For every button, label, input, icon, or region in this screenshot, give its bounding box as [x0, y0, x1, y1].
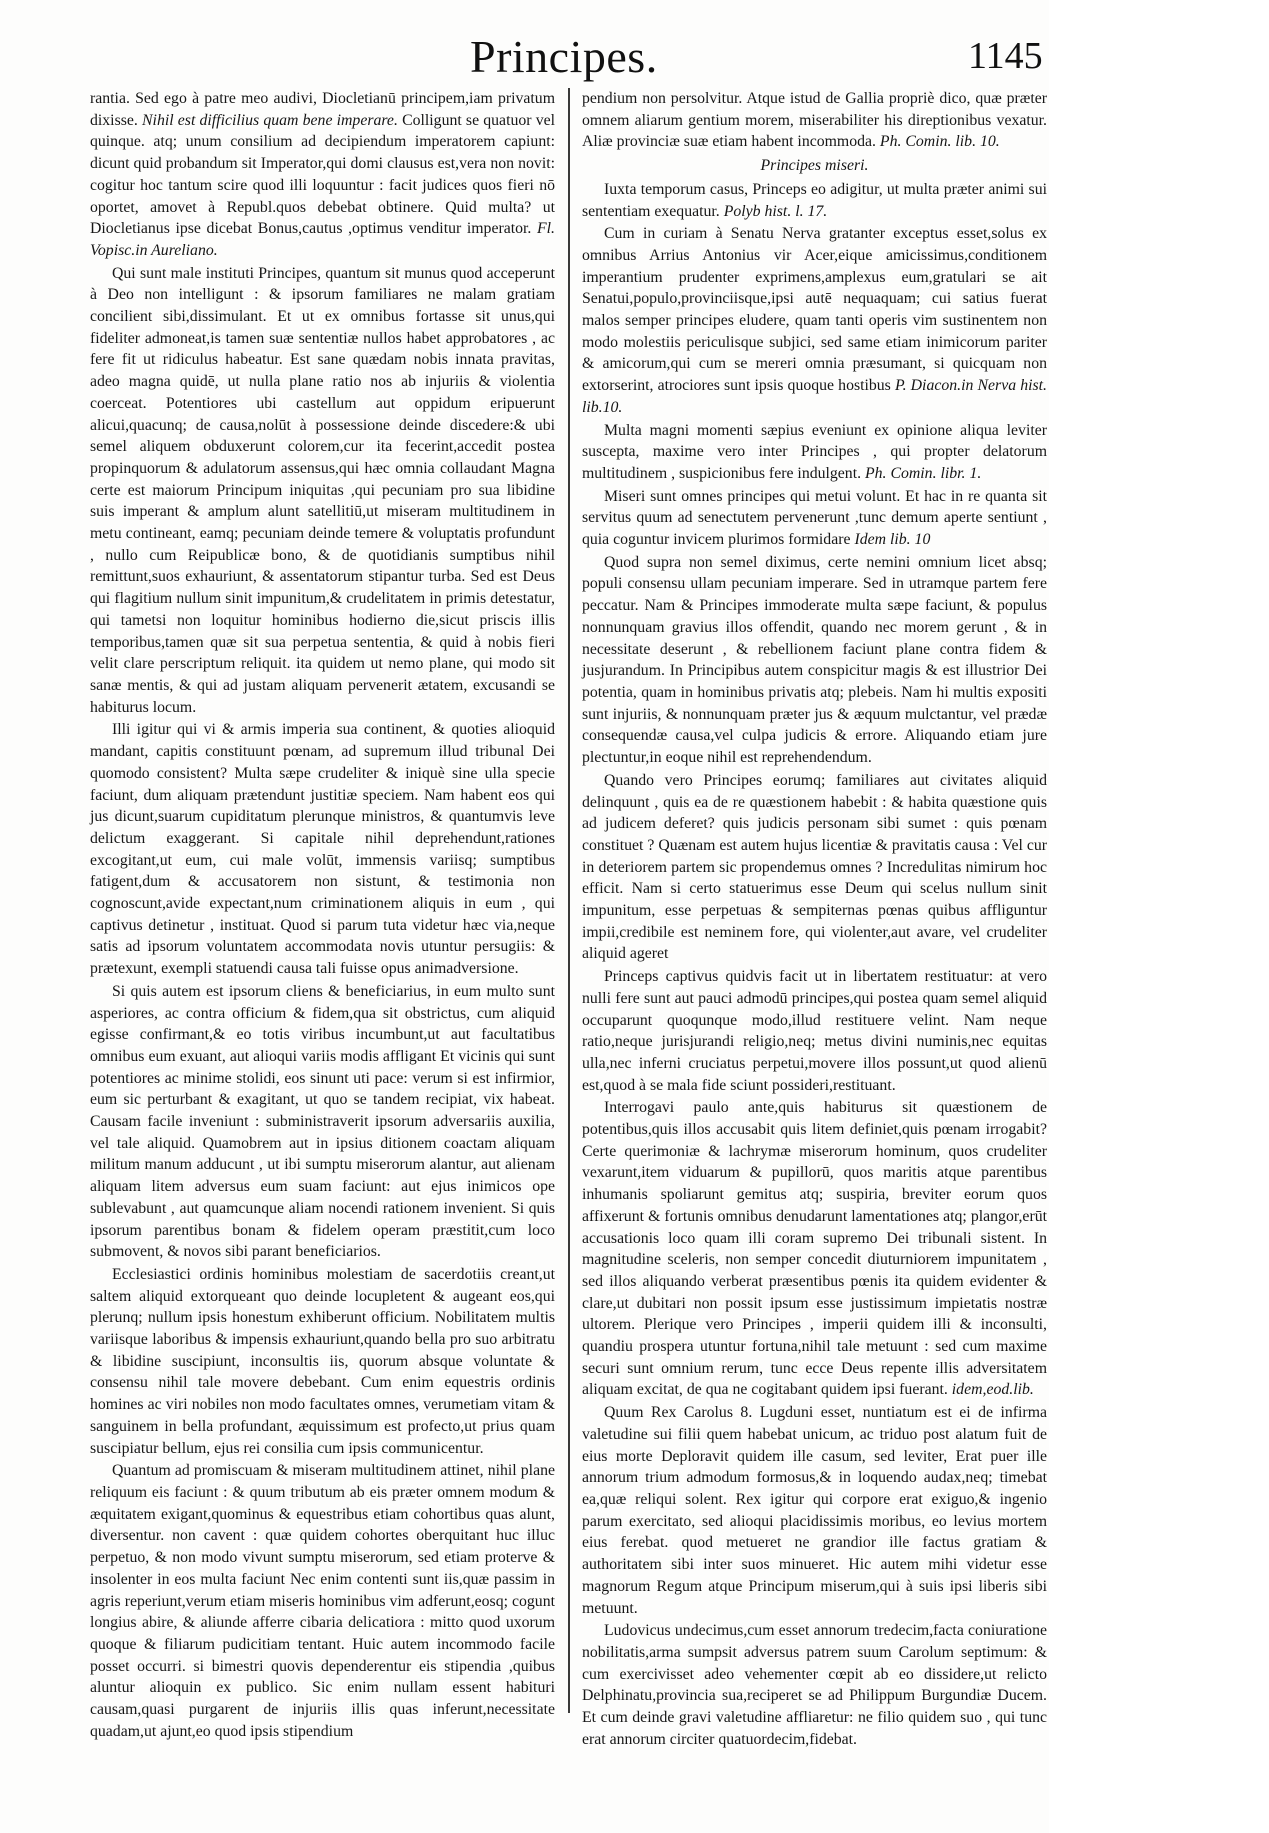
paragraph: Qui sunt male instituti Principes, quantum sit munus quod acceperunt à Deo non intelligunt : & ipsorum familiares ne malam gratiam concilient sibi,dissimulant. Et ut ex omnibus fortasse sit unus,qui fideliter admoneat,is tamen suæ sententiæ nullos habet approbatores , ac fere fit ut ridiculus habeatur. Est sane quædam nobis innata pravitas, adeo magna quidē, ut nulla plane ratio nos ab injuriis & violentia coerceat. Potentiores ubi castellum aut oppidum eripuerunt alicui,quacunq; de causa,nolūt à possessione deinde discedere:& ubi semel aliquem obduxerunt colorem,cur ita fecerint,accedit postea propinquorum & adulatorum assensus,qui hæc omnia collaudant Magna certe est maiorum Principum iniquitas ,qui pecuniam pro sua libidine suis imperant & amplum alunt satellitiū,ut miseram multitudinem in metu contineant, eamq; pecuniam deinde temere & voluptatis profundunt , nullo cum Reipublicæ bono, & de quotidianis sumptibus nihil remittunt,suos exhauriunt, & assentatorum stipantur turba. Sed est Deus qui flagitium nullum sinit impunitum,& crudelitatem in primis detestatur, qui tametsi non loquitur hominibus hodierno die,sicut priscis illis temporibus,tamen quæ sit sua perpetua sententia, & quid à nobis fieri velit clare perscriptum reliquit. ita quidem ut nemo plane, qui modo sit sanæ mentis, & qui ad justam aliquam pervenerit ætatem, excusandi se habiturus locum. [90, 264, 555, 716]
paragraph: Quando vero Principes eorumq; familiares aut civitates aliquid delinquunt , quis ea de re quæstionem habebit : & habita quæstione quis ad judicem deferet? quis judicis personam sibi sumet : quis pœnam constituet ? Quænam est autem hujus licentiæ & pravitatis causa : Vel cur in deteriorem partem sic propendemus omnes ? Incredulitas nimirum hoc efficit. Nam si certo statuerimus esse Deum qui scelus nullum sinit impunitum, esse perpetuas & sempiternas pœnas quibus affliguntur impii,credibile est neminem fore, qui violenter,aut avare, vel crudeliter aliquid ageret [582, 771, 1047, 963]
paragraph: Quantum ad promiscuam & miseram multitudinem attinet, nihil plane reliquum eis faciunt : & quum tributum ab eis præter omnem modum & æquitatem exigant,quominus & equestribus etiam cohortibus quas alunt, diversentur. non cavent : quæ quidem cohortes oberquitant huc illuc perpetuo, & non modo vivunt sumptu miserorum, sed etiam proterve & insolenter in eos multa faciunt Nec enim contenti sunt iis,quæ passim in agris reperiunt,verum etiam miseris hominibus vim adferunt,eosq; cogunt longius abire, & aliunde afferre cibaria delicatiora : mitto quod uxorum quoque & filiarum pudicitiam tentant. Huic autem incommodo facile posset occurri. si bimestri quovis dependerentur eis stipendia ,quibus aluntur alioquin ex publico. Sic enim nullam essent habituri causam,quasi purgarent de injuriis illis quas inferunt,necessitate quadam,ut ajunt,eo quod ipsis stipendium [90, 1462, 555, 1740]
paragraph: Cum in curiam à Senatu Nerva gratanter exceptus esset,solus ex omnibus Arrius Antonius vir Acer,eique amicissimus,conditionem imperantium prudenter exprimens,amplexus eum,gratulari se ait Senatui,populo,provinciisque,ipsi autē nequaquam; cui satius fuerat malos semper principes eludere, quam tanti operis vim sustinentem non modo molestiis periculisque subjici, sed same etiam inimicorum pariter & amicorum,qui cum se mereri omnia præsumant, si quicquam non extorserint, atrociores sunt ipsis quoque hostibus P. Diacon.in Nerva hist. lib.10. [582, 225, 1047, 416]
left-column [90, 88, 555, 1743]
citation: idem,eod.lib. [951, 1381, 1034, 1399]
paragraph: pendium non persolvitur. Atque istud de Gallia propriè dico, quæ præter omnem aliarum gentium morem, miserabiliter his direptionibus vexatur. Aliæ provinciæ suæ etiam habent incommoda. Ph. Comin. lib. 10. [582, 90, 1047, 151]
citation: Fl. Vopisc.in Aureliano. [90, 220, 555, 259]
paragraph: Miseri sunt omnes principes qui metui volunt. Et hac in re quanta sit servitus quum ad senectutem pervenerunt ,tunc demum aperte sentiunt , quia coguntur invicem plurimos formidare Idem lib. 10 [582, 487, 1047, 549]
paragraph: Quod supra non semel diximus, certe nemini omnium licet absq; populi consensu ullam pecuniam imperare. Sed in utramque partem fere peccatur. Nam & Principes immoderate multa sæpe faciunt, & populus nonnunquam gravius illos offendit, quando nec morem gerunt , & in necessitate deserunt , & rebellionem faciunt plane contra fidem & jusjurandum. In Principibus autem conspicitur magis & est illustrior Dei potentia, quam in hominibus privatis atq; plebeis. Nam hi multis expositi sunt injuriis, & nonnunquam præter jus & æquum mulctantur, vel prædæ consequendæ causa,vel culpa judicis & errore. Aliquando etiam jure plectuntur,in eoque nihil est reprehendendum. [582, 553, 1047, 767]
right-column [582, 88, 1047, 1751]
page-margin [1049, 0, 1269, 1833]
section-rubric: Principes miseri. [760, 157, 869, 175]
citation: Ph. Comin. lib. 10. [879, 133, 1000, 151]
paragraph: Multa magni momenti sæpius eveniunt ex opinione aliqua leviter suscepta, maxime vero inter Principes , qui propter delatorum multitudinem , suspicionibus fere indulgent. Ph. Comin. libr. 1. [582, 421, 1047, 482]
page-number: 1145 [968, 35, 1043, 77]
citation: Nihil est difficilius quam bene imperare. [142, 111, 398, 129]
paragraph: rantia. Sed ego à patre meo audivi, Diocletianū principem,iam privatum dixisse. Nihil est difficilius quam bene imperare. Colligunt se quatuor vel quinque. atq; unum consilium ad decipiendum imperatorem capiunt: dicunt quid probandum sit Imperator,qui domi clausus est,vera non novit: cogitur hoc tantum scire quod illi loquuntur : facit judices quos fieri nō oportet, amovet à Republ.quos debebat obtinere. Quid multa? ut Diocletianus ipse dicebat Bonus,cautus ,optimus venditur imperator. Fl. Vopisc.in Aureliano. [90, 90, 555, 259]
paragraph: Interrogavi paulo ante,quis habiturus sit quæstionem de potentibus,quis illos accusabit quis litem definiet,quis pœnam irrogabit? Certe querimoniæ & lachrymæ miserorum hominum, quos crudeliter vexarunt,item viduarum & pupillorū, quos maritis atque parentibus inhumanis spoliarunt gemitus atq; suspiria, breviter eorum quos affixerunt & fortunis omnibus denudarunt lamentationes atq; plangor,erūt accusationis loco quam illi coram supremo Dei tribunali sistent. In magnitudine sceleris, non semper concedit diuturniorem impunitatem , sed illos aliquando verberat præsentibus pœnis ita quidem evidenter & clare,ut dubitari non possit ipsum esse justissimum impietatis nostræ ultorem. Plerique vero Principes , imperii quidem illi & inconsulti, quandiu prospera utuntur fortuna,nihil tale metuunt : sed cum maxime securi sunt omnium rerum, tunc ecce Deus repente illis adversitatem aliquam excitat, de qua ne cogitabant quidem ipsi fuerant. idem,eod.lib. [582, 1099, 1047, 1399]
paragraph: Si quis autem est ipsorum cliens & beneficiarius, in eum multo sunt asperiores, ac contra officium & fidem,qua sit obstrictus, cum aliquid egisse confirmant,& eo totis viribus incumbunt,ut aut facultatibus omnibus eum exuant, aut alioqui variis modis affligant Et vicinis qui sunt potentiores ac minime stolidi, eos sinunt uti pace: verum si est infirmior, eum sic perturbant & exagitant, ut quo se tandem recipiat, vix habeat. Causam facile inveniunt : subministraverit ipsorum adversariis auxilia, vel tale aliquid. Quamobrem aut in ipsius ditionem coactam aliquam militum manum adducunt , ut ibi sumptu miserorum alantur, aut alienam aliquam litem adversus eum suam faciunt: aut ejus inimicos ope sublevabunt , aut quamcunque aliam nocendi rationem invenient. Si quis ipsorum parentibus bonam & fidelem operam præstitit,cum loco submovent, & novos sibi parant beneficiarios. [90, 982, 555, 1261]
paragraph: Illi igitur qui vi & armis imperia sua continent, & quoties alioquid mandant, capitis constituunt pœnam, ad supremum illud tribunal Dei quomodo consistent? Multa sæpe crudeliter & iniquè sine ulla specie faciunt, dum aliquam prætendunt justitiæ speciem. Nam habent eos qui jus dicunt,suarum cupiditatum plerunque ministros, & quantumvis leve delictum exaggerant. Si capitale nihil deprehendunt,rationes excogitant,ut eum, cui male volūt, immensis variisq; sumptibus fatigent,dum & accusatorem non sistunt, & testimonia non cognoscunt,avide expectant,num criminationem aliquis in eum , qui captivus detinetur , instituat. Quod si parum tuta videtur hæc via,neque satis ad ipsorum voluntatem accommodata novis utuntur persugiis: & prætexunt, exempli statuendi causa tali fuisse opus animadversione. [90, 721, 555, 978]
citation: Polyb hist. l. 17. [723, 202, 828, 220]
citation: Idem lib. 10 [854, 531, 931, 549]
paragraph: Ecclesiastici ordinis hominibus molestiam de sacerdotiis creant,ut saltem aliquid extorqueant quo deinde locupletent & augeant eos,qui plerunq; nullum ipsis honestum exhiberunt officium. Nobilitatem multis variisque laboribus & impensis exhauriunt,quando bella pro suo arbitratu & libidine suscipiunt, inconsultis iis, quorum absque voluntate & consensu nihil tale movere debebant. Cum enim equestris ordinis homines ac viri nobiles non modo facultates omnes, verumetiam vitam & sanguinem in bella profundant, æquissimum est profecto,ut prius quam suscipiatur bellum, ejus rei consilia cum ipsis communicentur. [90, 1265, 555, 1457]
citation: Ph. Comin. libr. 1. [865, 464, 982, 482]
paragraph: Iuxta temporum casus, Princeps eo adigitur, ut multa præter animi sui sententiam exequatur. Polyb hist. l. 17. [582, 180, 1047, 220]
paragraph: Princeps captivus quidvis facit ut in libertatem restituatur: at vero nulli fere sunt aut pauci admodū principes,qui postea quam semel aliquid occuparunt quoqunque modo,illud restituere velint. Nam neque ratio,neque jurisjurandi religio,neq; metus divini numinis,nec equitas ulla,nec inferni cruciatus perpetui,movere illos possunt,ut quod alienū est,quod à se mala fide sciunt possideri,restituant. [582, 968, 1047, 1094]
paragraph: Quum Rex Carolus 8. Lugduni esset, nuntiatum est ei de infirma valetudine sui filii quem habebat unicum, ac triduo post alatum fuit de eius morte Deploravit quidem ille casum, sed leviter, Erat puer ille annorum trium admodum formosus,& in loquendo audax,neq; timebat ea,quæ reliqui solent. Rex igitur qui corpore erat exiguo,& ingenio parum exercitato, sed alioqui placidissimis moribus, eo levius mortem eius ferebat. quod metueret ne grandior ille factus gratiam & authoritatem sibi inter suos minueret. Hic autem mihi videtur esse magnorum Regum atque Principum miserum,qui à suis ipsi liberis sibi metuunt. [582, 1404, 1047, 1617]
column-divider [568, 88, 570, 1713]
citation: P. Diacon.in Nerva hist. lib.10. [582, 377, 1047, 416]
page-title: Principes. [470, 31, 658, 82]
paragraph: Ludovicus undecimus,cum esset annorum tredecim,facta coniuratione nobilitatis,arma sumpsit adversus patrem suum Carolum septimum: & cum exercivisset adeo vehementer cœpit ab eo dissidere,ut relicto Delphinatu,provincia sua,reciperet se ad Philippum Burgundiæ Ducem. Et cum deinde gravi valetudine affliaretur: ne filio quidem suo , qui tunc erat annorum circiter quatuordecim,fidebat. [582, 1622, 1047, 1748]
